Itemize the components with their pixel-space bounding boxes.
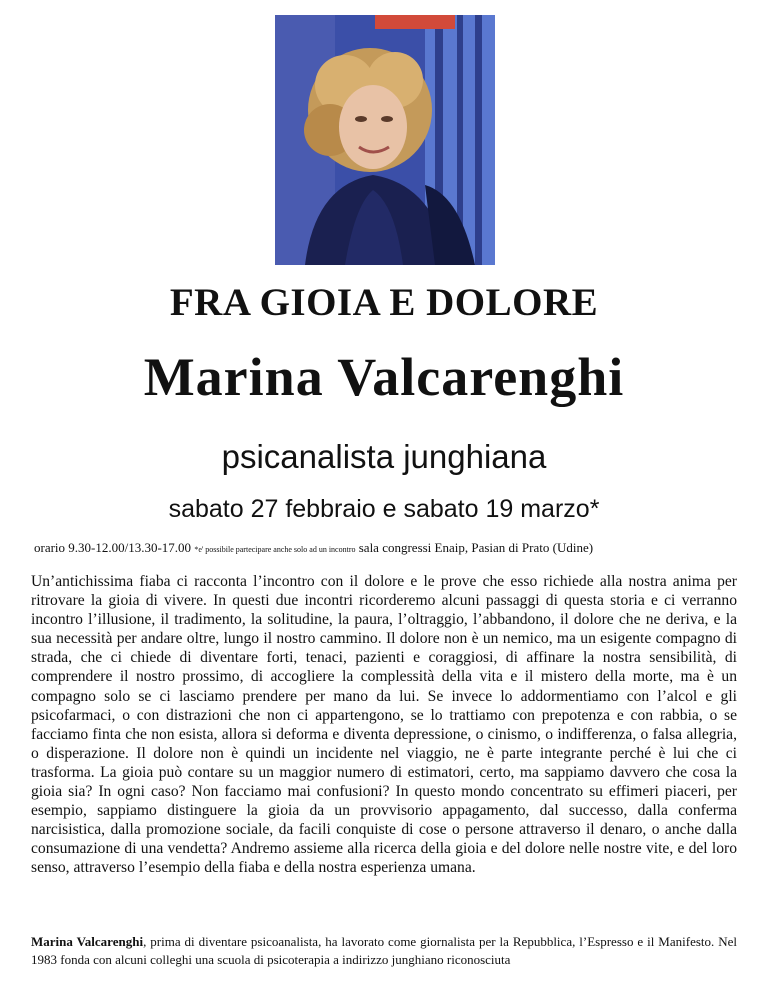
- event-schedule: orario 9.30-12.00/13.30-17.00: [34, 540, 192, 555]
- attendance-note: *e' possibile partecipare anche solo ad un incontro: [194, 545, 356, 554]
- bio-name: Marina Valcarenghi: [31, 934, 144, 949]
- portrait-illustration: [275, 15, 495, 265]
- event-dates-asterisk: *: [589, 495, 600, 523]
- event-venue: sala congressi Enaip, Pasian di Prato (Udine): [358, 540, 594, 555]
- portrait-photo: [275, 15, 495, 265]
- speaker-name: Marina Valcarenghi: [143, 347, 625, 407]
- speaker-role: psicanalista junghiana: [221, 438, 547, 475]
- bio-text: , prima di diventare psicoanalista, ha lavorato come giornalista per la Repubblica, l’Espresso e il Manifesto. Nel 1983 fonda con alcuni colleghi una scuola di psicoterapia a indirizzo junghiano riconosciuta: [31, 934, 737, 967]
- speaker-bio: [31, 933, 737, 969]
- event-info-line: [34, 540, 734, 556]
- event-kicker-title: FRA GIOIA E DOLORE: [169, 281, 599, 324]
- event-dates: [0, 495, 768, 524]
- event-dates-text: sabato 27 febbraio e sabato 19 marzo: [168, 495, 590, 523]
- event-description: Un’antichissima fiaba ci racconta l’incontro con il dolore e le prove che esso richiede alla nostra anima per ritrovare la gioia di vivere. In questi due incontri ricorderemo alcuni passaggi di questa storia e ci verranno incontro l’illusione, il tradimento, la solitudine, la paura, l’oltraggio, l’abbandono, il dolore che ne deriva, e la sua necessità per andare oltre, lungo il nostro cammino. Il dolore non è un nemico, ma un esigente compagno di strada, che ci chiede di diventare forti, tenaci, pazienti e coraggiosi, di affinare la nostra sensibilità, di comprendere il nostro prossimo, di accogliere la complessità della vita e il mistero della morte, ma è un compagno solo se ci lasciamo prendere per mano da lui. Se invece lo addormentiamo con l’alcol e gli psicofarmaci, o con distrazioni che non ci appartengono, se lo trattiamo con prepotenza e con rabbia, o se facciamo finta che non esista, allora si deforma e diventa depressione, o cinismo, o indifferenza, o falsa allegria, o disperazione. Il dolore non è quindi un incidente nel viaggio, ne è parte integrante perché è lui che ci trasforma. La gioia può contare su un maggior numero di estimatori, certo, ma sappiamo davvero che cosa la gioia sia? In ogni caso? Non facciamo mai confusioni? In questo mondo concentrato su effimeri piaceri, per esempio, sappiamo distinguere la gioia da un provvisorio appagamento, dal successo, dalla conferma narcisistica, dalla promozione sociale, da facili conquiste di cose o persone attraverso il denaro, o anche dalla consumazione di una vendetta? Andremo assieme alla ricerca della gioia e del dolore nelle nostre vite, e del loro senso, attraverso l’esempio della fiaba e della nostra esperienza umana.: [31, 573, 737, 877]
